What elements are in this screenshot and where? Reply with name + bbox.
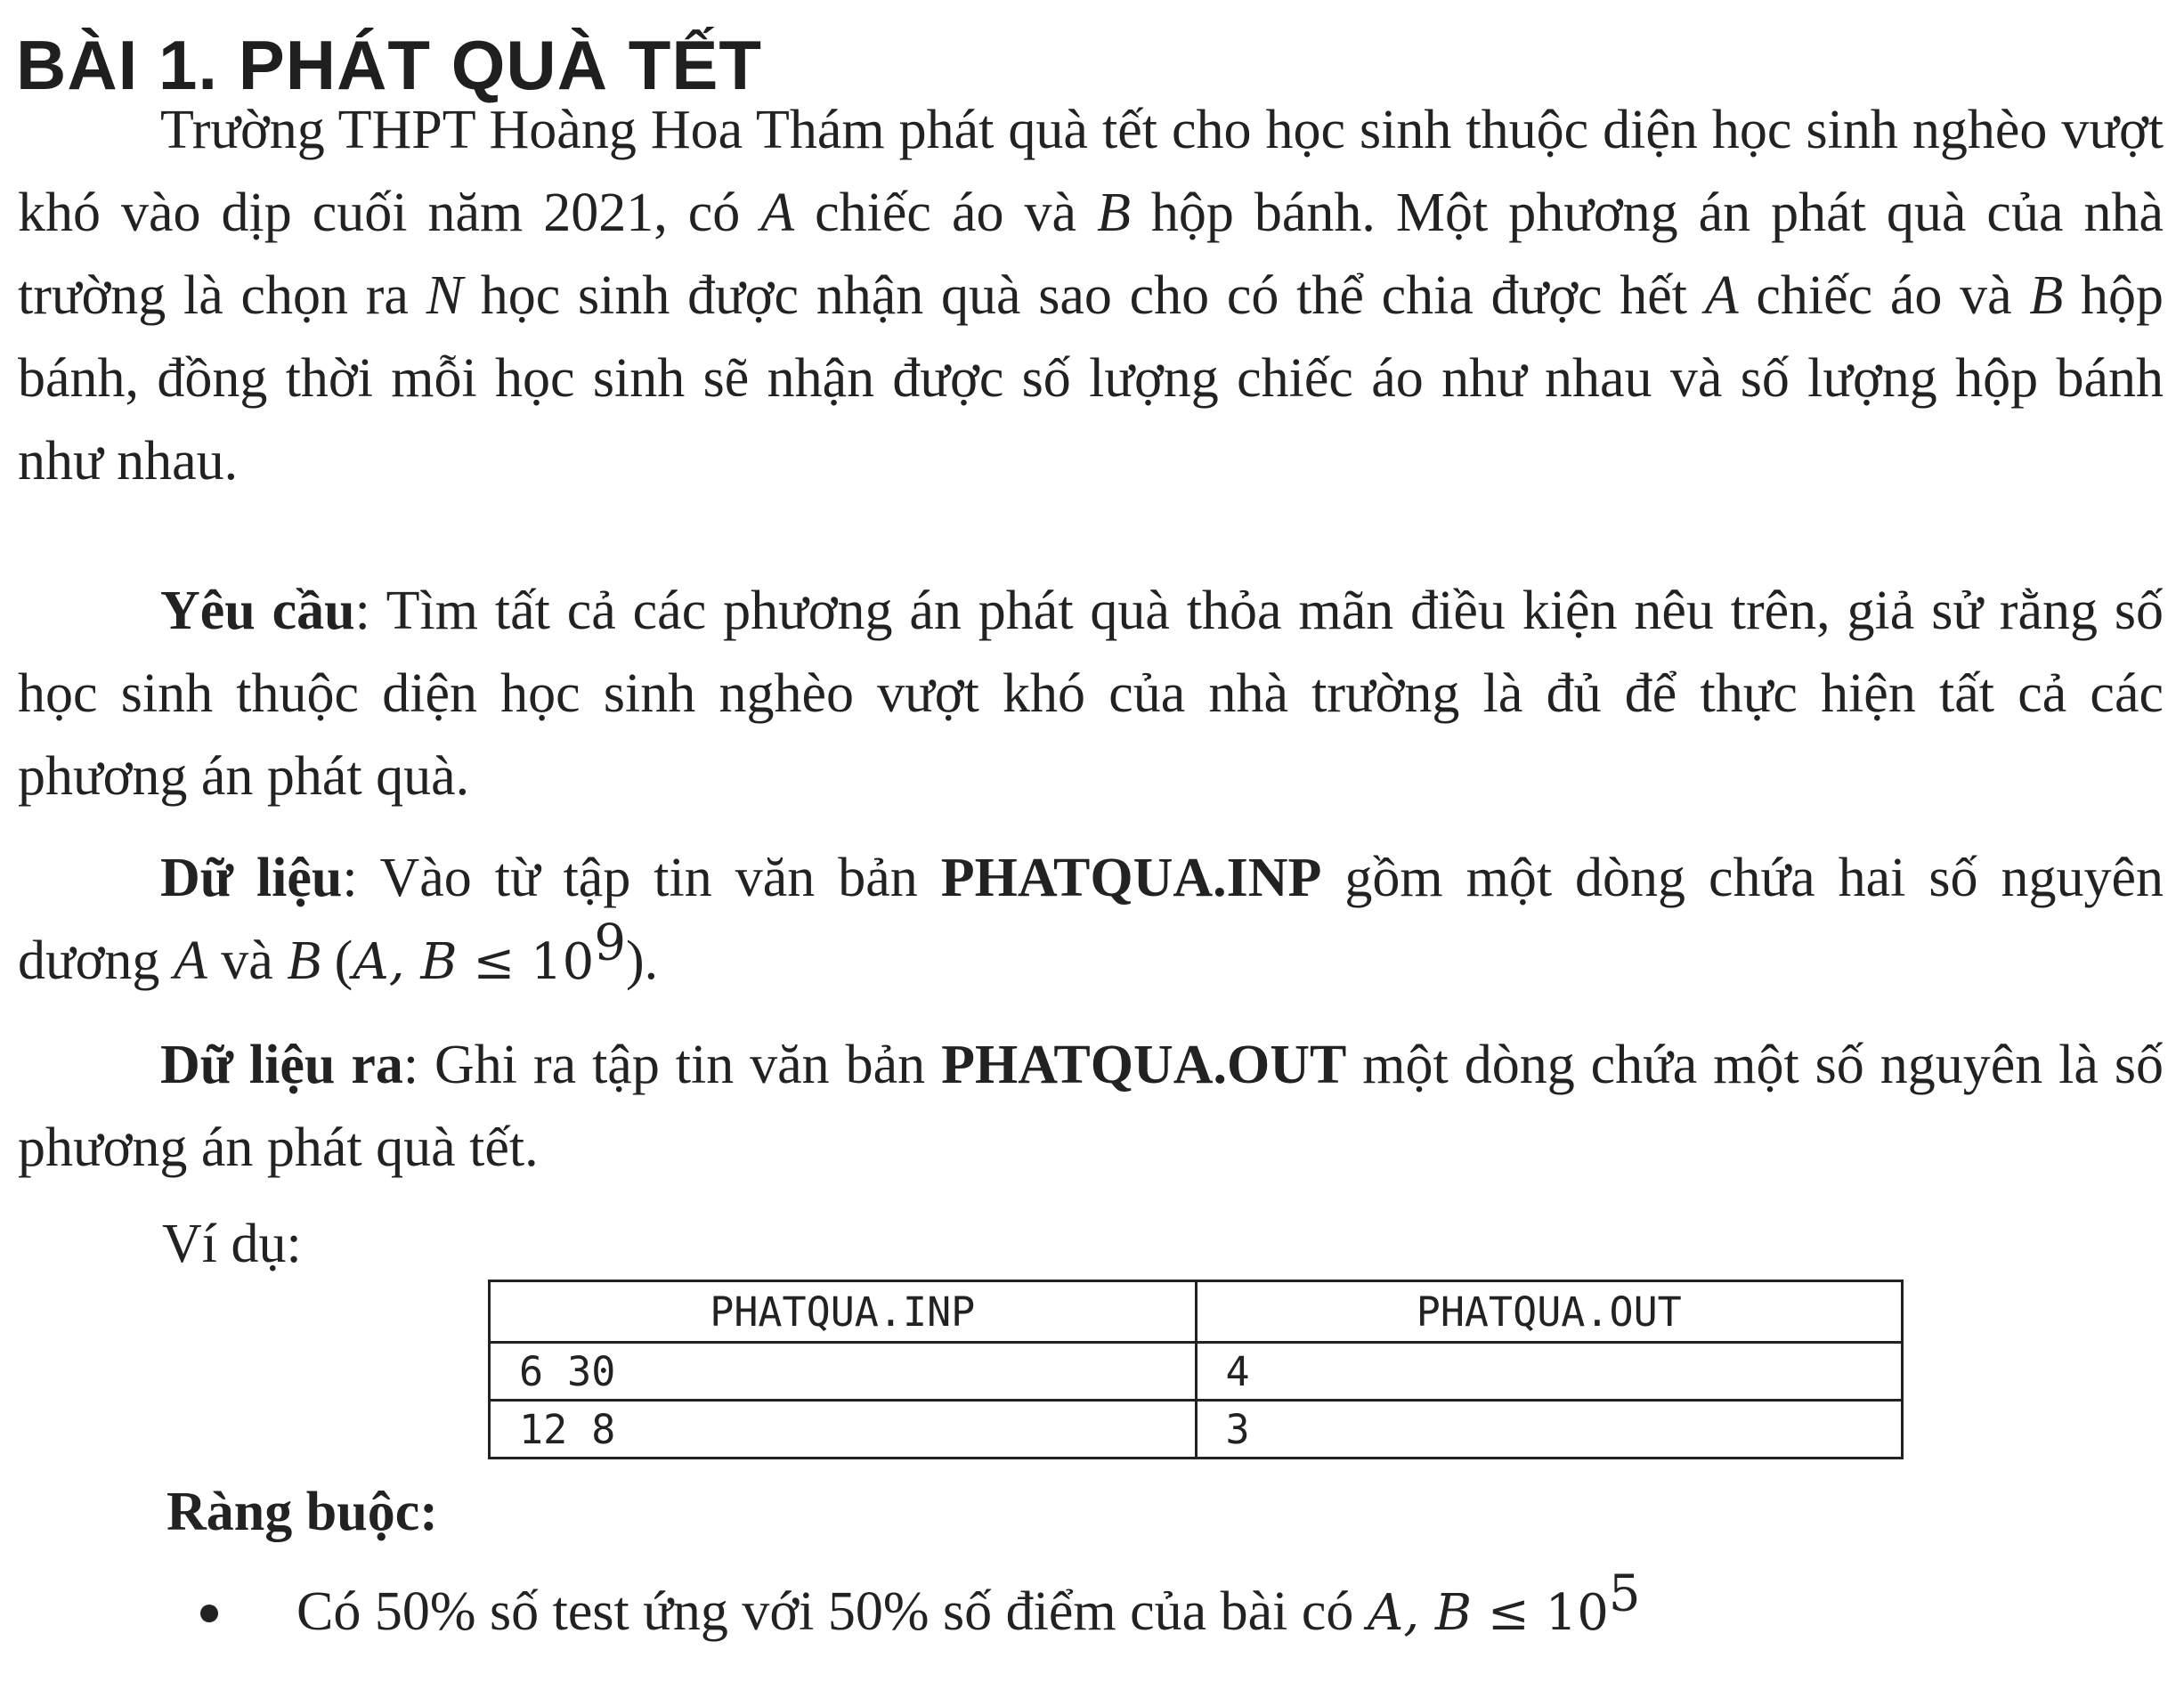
example-output-cell: 4 [1196,1343,1903,1401]
constraint-item [200,1564,1641,1644]
var-a: A [760,183,795,243]
output-label: Dữ liệu ra [160,1035,403,1095]
table-row [490,1343,1903,1401]
condition-vars: A, B [353,933,458,991]
example-input-cell: 6 30 [490,1343,1197,1401]
var-b: B [1096,183,1131,243]
output-paragraph [18,1024,2164,1190]
input-text-1: : Vào từ tập tin văn bản [342,848,941,908]
example-input-cell: 12 8 [490,1401,1197,1459]
output-text-2: một dòng chứa một số nguyên là số phương án phát quà tết. [18,1035,2164,1178]
header-output-file: PHATQUA.OUT [1196,1281,1903,1343]
intro-text-1: Trường THPT Hoàng Hoa Thám phát quà tết cho học sinh thuộc diện học sinh nghèo vượt khó vào dịp cuối năm 2021, có [18,100,2164,243]
input-filename: PHATQUA.INP [940,848,1322,908]
table-header-row [490,1281,1903,1343]
table-row [490,1401,1903,1459]
intro-text-4: học sinh được nhận quà sao cho có thể chia được hết [463,265,1705,326]
input-text-3: và [207,930,288,991]
condition-exponent: 9 [594,914,626,972]
constraint-text: Có 50% số test ứng với 50% số điểm của bài có [296,1581,1368,1642]
problem-title: BÀI 1. PHÁT QUÀ TẾT [16,26,763,104]
requirement-label: Yêu cầu [160,581,355,641]
header-input-file: PHATQUA.INP [490,1281,1197,1343]
input-label: Dữ liệu [160,848,343,908]
example-label: Ví dụ: [162,1214,302,1274]
input-text-2: gồm một dòng chứa hai số nguyên dương [18,848,2164,991]
intro-text-2: chiếc áo và [794,183,1097,243]
output-text-1: : Ghi ra tập tin văn bản [402,1035,942,1095]
condition-operator: ≤ 10 [457,933,595,991]
bullet-icon [200,1605,218,1622]
var-a: A [1704,265,1739,326]
input-text-4: ( [321,930,353,991]
var-n: N [426,265,463,326]
requirement-text: : Tìm tất cả các phương án phát quà thỏa mãn điều kiện nêu trên, giả sử rằng số học sinh thuộc diện học sinh nghèo vượt khó của nhà trường là đủ để thực hiện tất cả các phương án phát quà. [18,581,2164,807]
input-paragraph [18,837,2164,1004]
intro-text-6: hộp bánh, đồng thời mỗi học sinh sẽ nhận được số lượng chiếc áo như nhau và số lượng hộp bánh như nhau. [18,265,2164,492]
constraints-label: Ràng buộc: [166,1482,438,1542]
input-text-5: ). [625,930,659,991]
requirement-paragraph [18,570,2164,818]
intro-paragraph [18,89,2164,503]
var-a: A [173,930,207,991]
intro-text-3: hộp bánh. Một phương án phát quà của nhà trường là chọn ra [18,183,2164,326]
example-table [488,1280,1904,1459]
intro-text-5: chiếc áo và [1738,265,2030,326]
output-filename: PHATQUA.OUT [941,1035,1347,1095]
constraint-operator: ≤ 10 [1472,1584,1609,1642]
var-b: B [2029,265,2064,326]
constraint-vars: A, B [1367,1584,1473,1642]
var-b: B [287,930,321,991]
example-output-cell: 3 [1196,1401,1903,1459]
constraint-exponent: 5 [1608,1564,1641,1623]
